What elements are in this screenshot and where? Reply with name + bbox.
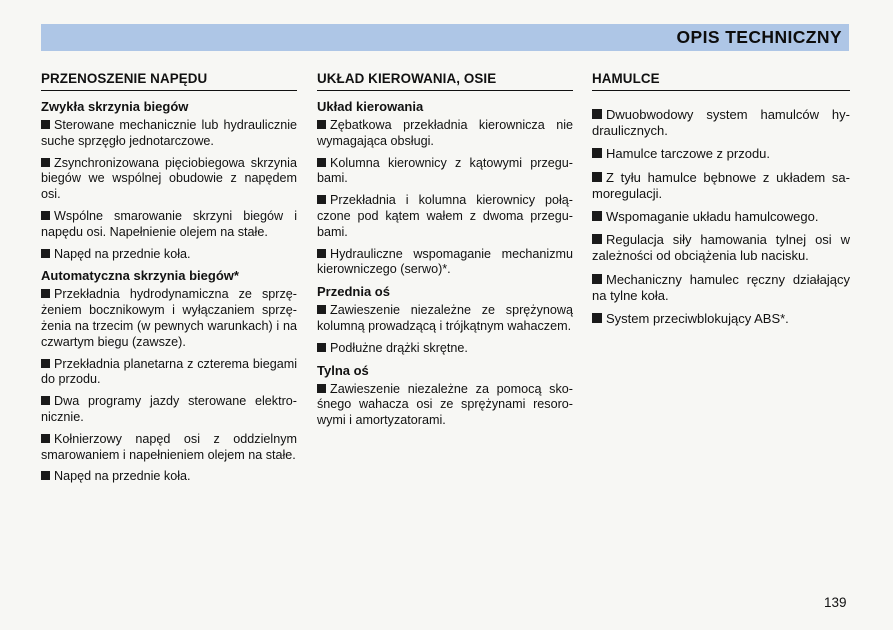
- section-title: Automatyczna skrzynia biegów*: [41, 268, 239, 284]
- bullet-square-icon: [592, 109, 602, 119]
- column-heading: UKŁAD KIEROWANIA, OSIE: [317, 71, 573, 91]
- list-item: Przekładnia planetarna z czterema biegami do przodu.: [41, 356, 297, 387]
- list-item: Dwuobwodowy system hamulców hydraulicznych.: [592, 107, 850, 139]
- bullet-square-icon: [41, 120, 50, 129]
- list-item: Wspomaganie układu hamulcowego.: [592, 209, 850, 225]
- bullet-square-icon: [317, 120, 326, 129]
- list-item: Zawieszenie niezależne za pomocą skośnego wahacza osi ze sprężynami resorowymi i amortyzatorami.: [317, 381, 573, 428]
- header-bar: [41, 24, 849, 51]
- bullet-square-icon: [317, 249, 326, 258]
- list-item: Z tyłu hamulce bębnowe z układem samoregulacji.: [592, 169, 850, 201]
- list-item: Hamulce tarczowe z przodu.: [592, 146, 850, 162]
- bullet-square-icon: [41, 471, 50, 480]
- section-title: Przednia oś: [317, 284, 390, 300]
- list-item: System przeciwblokujący ABS*.: [592, 311, 850, 327]
- list-item: Przekładnia i kolumna kierownicy połączone pod kątem wałem z dwoma przegubami.: [317, 193, 573, 239]
- column-brakes: [592, 71, 850, 334]
- list-item: Hydrauliczne wspomaganie mechanizmu kierowniczego (serwo)*.: [317, 246, 573, 277]
- bullet-square-icon: [317, 384, 326, 393]
- bullet-square-icon: [592, 211, 602, 221]
- list-item: Dwa programy jazdy sterowane elektronicznie.: [41, 394, 297, 424]
- section-title: Zwykła skrzynia biegów: [41, 99, 189, 114]
- column-heading: PRZENOSZENIE NAPĘDU: [41, 71, 297, 91]
- list-item: Zsynchronizowana pięciobiegowa skrzynia biegów we wspólnej obudowie z napędem osi.: [41, 155, 297, 202]
- bullet-square-icon: [592, 148, 602, 158]
- bullet-square-icon: [592, 313, 602, 323]
- list-item: Podłużne drążki skrętne.: [317, 341, 573, 357]
- bullet-square-icon: [41, 359, 50, 368]
- list-item: Regulacja siły hamowania tylnej osi w zależności od obciążenia lub nacisku.: [592, 232, 850, 264]
- list-item: Mechaniczny hamulec ręczny działający na tylne koła.: [592, 271, 850, 303]
- bullet-square-icon: [41, 396, 50, 405]
- bullet-square-icon: [592, 234, 602, 244]
- list-item: Kolumna kierownicy z kątowymi przegubami.: [317, 155, 573, 186]
- section-title: Tylna oś: [317, 362, 369, 378]
- section-title: Układ kierowania: [317, 99, 424, 114]
- bullet-square-icon: [317, 195, 326, 204]
- list-item: Napęd na przednie koła.: [41, 469, 297, 485]
- list-item: Napęd na przednie koła.: [41, 247, 297, 263]
- bullet-square-icon: [317, 158, 326, 167]
- column-drivetrain: [41, 71, 297, 491]
- page-title: OPIS TECHNICZNY: [676, 27, 842, 47]
- bullet-square-icon: [41, 249, 50, 258]
- list-item: Sterowane mechanicznie lub hydraulicznie suche sprzęgło jednotarczowe.: [41, 118, 297, 148]
- list-item: Przekładnia hydrodynamiczna ze sprzężeniem bocznikowym i wyłączaniem sprzężenia na trzecim (w pewnych warunkach) i na czwartym biegu (zawsze).: [41, 287, 297, 349]
- list-item: Wspólne smarowanie skrzyni biegów i napędu osi. Napełnienie olejem na stałe.: [41, 208, 297, 239]
- column-heading: HAMULCE: [592, 71, 850, 91]
- bullet-square-icon: [41, 289, 50, 298]
- column-steering: [317, 71, 573, 435]
- bullet-square-icon: [317, 343, 326, 352]
- bullet-square-icon: [41, 211, 50, 220]
- bullet-square-icon: [41, 434, 50, 443]
- bullet-square-icon: [41, 158, 50, 167]
- list-item: Kołnierzowy napęd osi z oddzielnym smarowaniem i napełnieniem olejem na stałe.: [41, 431, 297, 462]
- bullet-square-icon: [592, 274, 602, 284]
- page-number: 139: [824, 595, 847, 610]
- bullet-square-icon: [317, 305, 326, 314]
- list-item: Zębatkowa przekładnia kierownicza nie wymagająca obsługi.: [317, 118, 573, 148]
- bullet-square-icon: [592, 172, 602, 182]
- list-item: Zawieszenie niezależne ze sprężynową kolumną prowadzącą i trójkątnym wahaczem.: [317, 303, 573, 333]
